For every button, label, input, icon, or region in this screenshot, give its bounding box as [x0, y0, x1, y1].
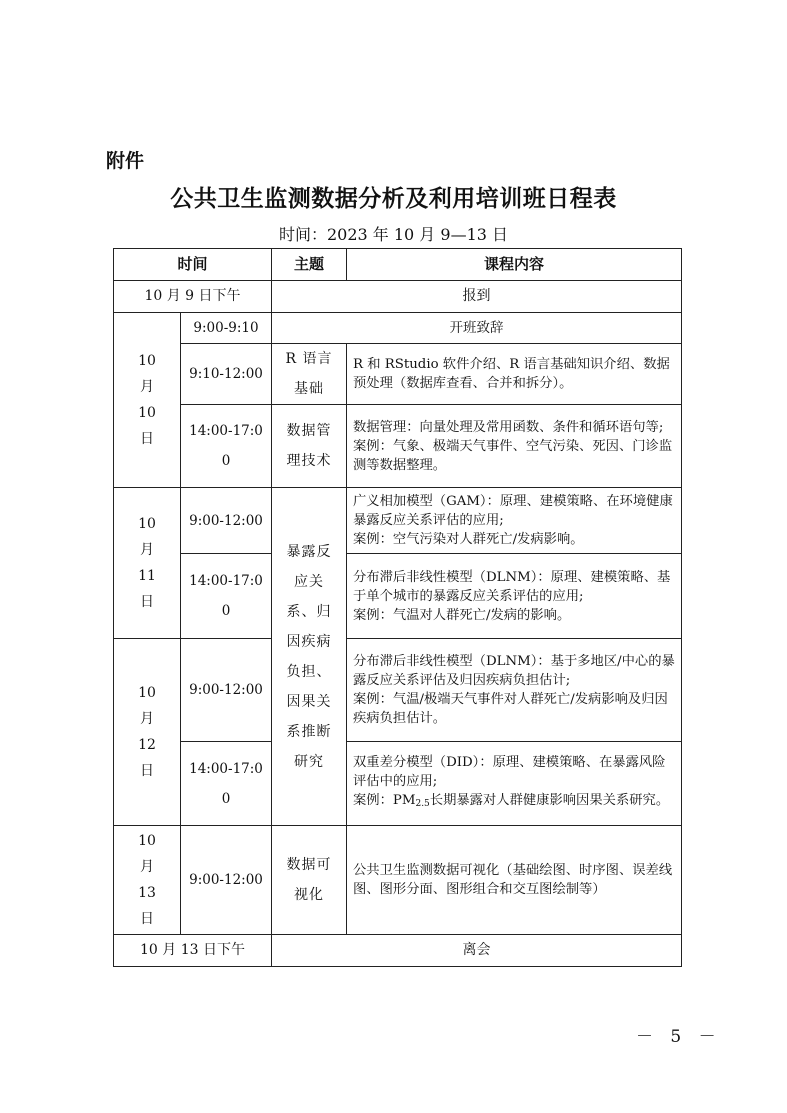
topic-cell-exposure: 暴露反应关系、归因疾病负担、因果关系推断研究 [272, 488, 347, 826]
content-cell: 双重差分模型（DID）：原理、建模策略、在暴露风险评估中的应用; 案例：$PM_{2.5}$长期暴露对人群健康影响因果关系研究。 [347, 742, 682, 826]
time-slot: 9:00-12:00 [181, 488, 272, 554]
schedule-table [113, 248, 682, 967]
day-cell-oct11: 10 月 11 日 [114, 488, 181, 639]
day-cell-oct10: 10 月 10 日 [114, 313, 181, 488]
content-cell: 广义相加模型（GAM）：原理、建模策略、在环境健康暴露反应关系评估的应用; 案例：空气污染对人群死亡/发病影响。 [347, 488, 682, 554]
content-cell: 分布滞后非线性模型（DLNM）：基于多地区/中心的暴露反应关系评估及归因疾病负担估计; 案例：气温/极端天气事件对人群死亡/发病影响及归因疾病负担估计。 [347, 639, 682, 742]
content-cell: 数据管理：向量处理及常用函数、条件和循环语句等; 案例：气象、极端天气事件、空气污染、死因、门诊监测等数据整理。 [347, 405, 682, 488]
content-cell: R 和 RStudio 软件介绍、R 语言基础知识介绍、数据预处理（数据库查看、合并和拆分）。 [347, 344, 682, 405]
date-cell: 10 月 9 日下午 [114, 281, 272, 313]
content-cell: 离会 [272, 935, 682, 967]
topic-cell: 数据管理技术 [272, 405, 347, 488]
table-row [114, 554, 682, 639]
table-row [114, 488, 682, 554]
table-row [114, 344, 682, 405]
topic-cell: R 语言基础 [272, 344, 347, 405]
time-slot: 9:00-12:00 [181, 639, 272, 742]
table-row [114, 742, 682, 826]
time-slot: 9:10-12:00 [181, 344, 272, 405]
attachment-label: 附件 [106, 150, 145, 172]
table-row [114, 313, 682, 344]
header-row [114, 249, 682, 281]
table-row [114, 935, 682, 967]
content-cell: 分布滞后非线性模型（DLNM）：原理、建模策略、基于单个城市的暴露反应关系评估的应用; 案例：气温对人群死亡/发病的影响。 [347, 554, 682, 639]
page-title: 公共卫生监测数据分析及利用培训班日程表 [170, 185, 617, 212]
content-cell: 报到 [272, 281, 682, 313]
table-row [114, 281, 682, 313]
page-number: － 5 － [636, 1027, 722, 1047]
date-range: 时间：2023 年 10 月 9—13 日 [278, 225, 509, 244]
time-slot: 9:00-12:00 [181, 826, 272, 935]
time-slot: 9:00-9:10 [181, 313, 272, 344]
col-header-content: 课程内容 [347, 249, 682, 281]
time-slot: 14:00-17:00 [181, 742, 272, 826]
table-row [114, 826, 682, 935]
time-slot: 14:00-17:00 [181, 405, 272, 488]
content-cell: 开班致辞 [272, 313, 682, 344]
col-header-topic: 主题 [272, 249, 347, 281]
col-header-time: 时间 [114, 249, 272, 281]
table-row [114, 639, 682, 742]
day-cell-oct13: 10 月 13 日 [114, 826, 181, 935]
topic-cell: 数据可视化 [272, 826, 347, 935]
table-row [114, 405, 682, 488]
content-cell: 公共卫生监测数据可视化（基础绘图、时序图、误差线图、图形分面、图形组合和交互图绘制等） [347, 826, 682, 935]
date-cell: 10 月 13 日下午 [114, 935, 272, 967]
day-cell-oct12: 10 月 12 日 [114, 639, 181, 826]
time-slot: 14:00-17:00 [181, 554, 272, 639]
